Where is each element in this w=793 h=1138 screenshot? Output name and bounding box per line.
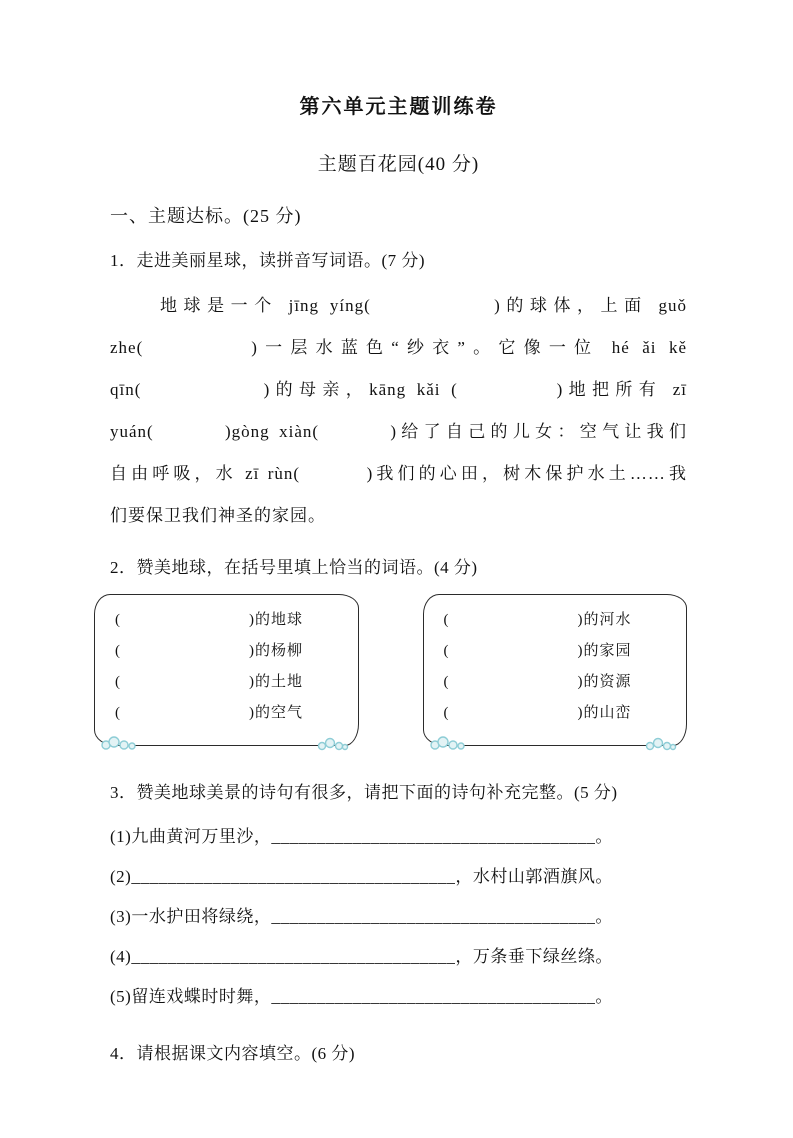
passage-line-1: 地球是一个 jīng yíng( )的球体，上面 guǒ: [160, 296, 687, 315]
part-one-heading: 一、主题达标。(25 分): [110, 206, 302, 226]
question-3-label: 3．赞美地球美景的诗句有很多，请把下面的诗句补充完整。(5 分): [110, 783, 618, 802]
word-blank-line: ( )的家园: [443, 643, 632, 659]
word-blank-line: ( )的土地: [115, 674, 303, 690]
section-subtitle: 主题百花园(40 分): [317, 154, 480, 175]
word-blank-line: ( )的资源: [443, 674, 632, 690]
flower-doodle-icon: [316, 736, 350, 752]
passage-line-2: zhe( )一层水蓝色“纱衣”。它像一位 hé ǎi kě: [110, 338, 687, 357]
poem-blank-line-3: (3)一水护田将绿绕，____________________________________。: [110, 907, 613, 926]
passage-line-6: 们要保卫我们神圣的家园。: [110, 506, 326, 525]
word-box-right: [423, 594, 688, 746]
question-4-label: 4．请根据课文内容填空。(6 分): [110, 1044, 356, 1063]
poem-blank-line-4: (4)____________________________________，万条垂下绿丝绦。: [110, 947, 613, 966]
flower-doodle-icon: [644, 736, 678, 752]
word-blank-line: ( )的空气: [115, 705, 303, 721]
question-1-label: 1．走进美丽星球，读拼音写词语。(7 分): [110, 251, 426, 270]
word-box-left: [94, 594, 359, 746]
pinyin-passage: [110, 285, 687, 537]
word-blank-line: ( )的杨柳: [115, 643, 303, 659]
word-blank-line: ( )的地球: [115, 612, 303, 628]
question-2-label: 2．赞美地球，在括号里填上恰当的词语。(4 分): [110, 558, 478, 577]
word-boxes: [94, 594, 687, 746]
passage-line-5: 自由呼吸，水 zī rùn( )我们的心田，树木保护水土……我: [110, 464, 687, 483]
flower-doodle-icon: [428, 734, 468, 752]
flower-doodle-icon: [99, 734, 139, 752]
passage-line-3: qīn( )的母亲，kāng kǎi ( )地把所有 zī: [110, 380, 687, 399]
poem-blank-line-1: (1)九曲黄河万里沙，____________________________________。: [110, 827, 613, 846]
page-title: 第六单元主题训练卷: [299, 96, 498, 118]
poem-completion-list: [110, 817, 687, 1017]
poem-blank-line-5: (5)留连戏蝶时时舞，____________________________________。: [110, 987, 613, 1006]
word-blank-line: ( )的山峦: [443, 705, 632, 721]
passage-line-4: yuán( )gòng xiàn( )给了自己的儿女：空气让我们: [110, 422, 687, 441]
word-blank-line: ( )的河水: [443, 612, 632, 628]
poem-blank-line-2: (2)____________________________________，水村山郭酒旗风。: [110, 867, 613, 886]
